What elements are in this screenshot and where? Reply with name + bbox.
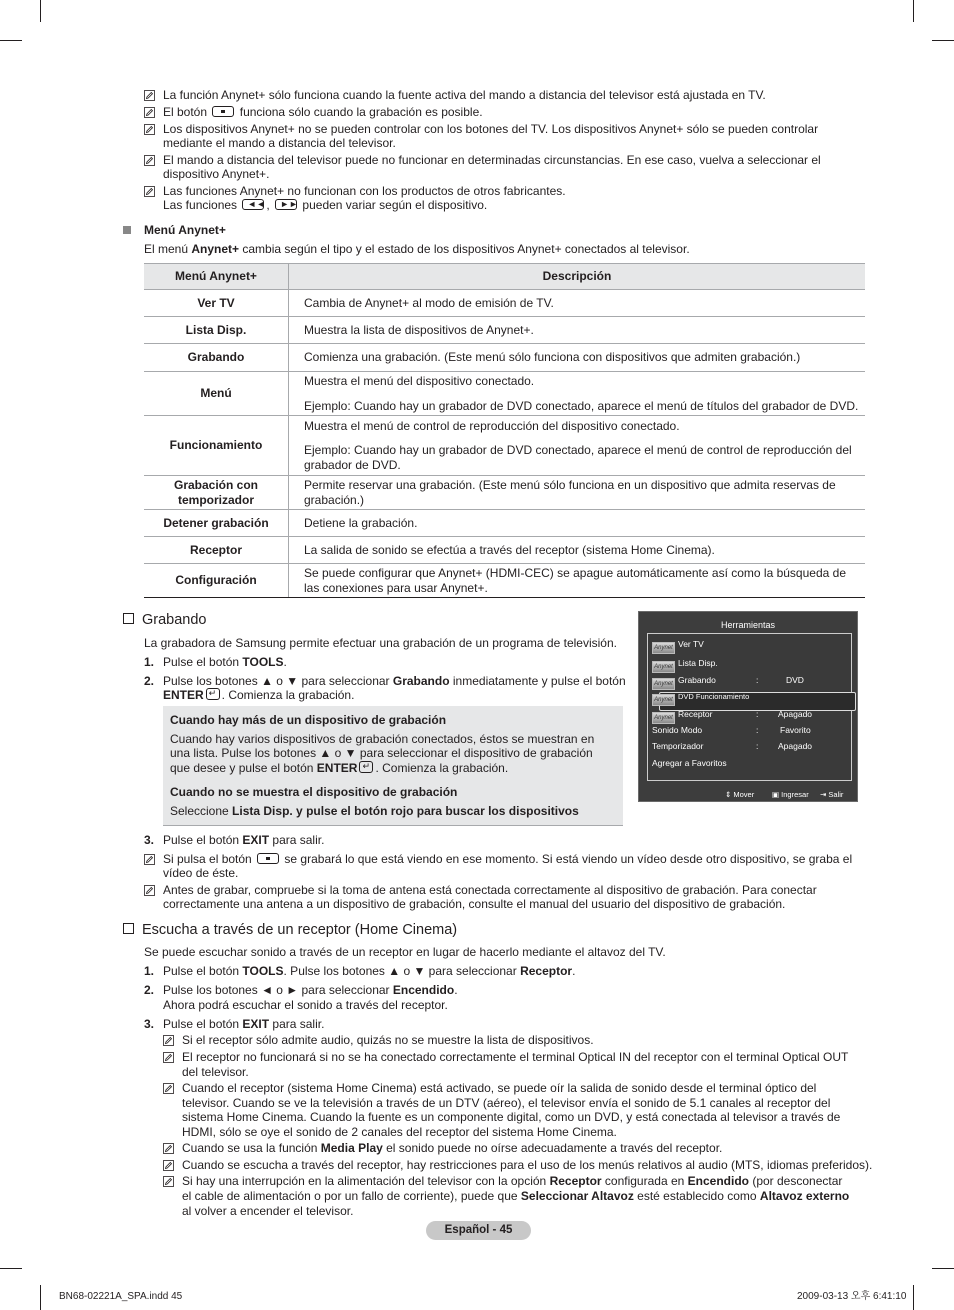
note-icon xyxy=(163,1160,174,1171)
table-cell-desc: Permite reservar una grabación. (Este menú sólo funciona en un dispositivo que admita reservas de grabación.) xyxy=(289,476,866,510)
desc-line: Muestra el menú de control de reproducción del dispositivo conectado. xyxy=(304,418,680,433)
rewind-button-icon: ◄◄ xyxy=(242,199,264,210)
note-part: el sonido puede no oírse adecuadamente a través del receptor. xyxy=(382,1141,723,1155)
anynet-logo-icon: Anynet xyxy=(652,678,675,690)
note-text: del televisor. xyxy=(182,1065,249,1079)
osd-item-label: Agregar a Favoritos xyxy=(652,758,727,768)
table-cell-desc xyxy=(289,372,866,416)
box-part: Seleccione xyxy=(170,804,233,818)
note-part: Si pulsa el botón xyxy=(163,852,252,866)
note-text: La función Anynet+ sólo funciona cuando la fuente activa del mando a distancia del televisor está ajustada en TV. xyxy=(163,88,766,102)
osd-item-value: DVD xyxy=(786,675,804,685)
crop-mark xyxy=(0,1268,22,1269)
info-box-heading: Cuando hay más de un dispositivo de grabación xyxy=(170,713,447,727)
note-text: mediante el mando a distancia del televisor. xyxy=(163,136,396,150)
osd-item-label: Grabando xyxy=(678,675,716,685)
step-part: EXIT xyxy=(242,833,270,847)
osd-menu-item-sonido-modo[interactable] xyxy=(652,723,847,737)
osd-menu-item-dvd-funcionamiento[interactable] xyxy=(652,690,749,704)
note-icon xyxy=(163,1143,174,1154)
osd-item-label: DVD Funcionamiento xyxy=(678,692,750,701)
table-row xyxy=(144,537,865,564)
note-text: al volver a encender el televisor. xyxy=(182,1204,354,1218)
menu-section-title: Menú Anynet+ xyxy=(144,223,226,237)
step-part: TOOLS xyxy=(242,655,284,669)
step-part: Pulse los botones ◄ o ► para seleccionar xyxy=(163,983,393,997)
note-part: (por desconectar xyxy=(748,1174,843,1188)
crop-mark xyxy=(0,40,22,41)
crop-mark xyxy=(932,1268,954,1269)
table-cell-name: Receptor xyxy=(144,537,289,564)
step-text xyxy=(163,655,287,670)
table-row xyxy=(144,372,865,416)
note-icon xyxy=(144,854,155,865)
note-part: el cable de alimentación o por un fallo de corriente), puede que xyxy=(182,1189,521,1203)
box-part: ENTER xyxy=(316,761,358,775)
step-part: . xyxy=(283,655,287,669)
record-button-icon xyxy=(257,853,279,864)
osd-menu-item-grabando[interactable] xyxy=(652,673,847,687)
note-icon xyxy=(144,186,155,197)
enter-icon: ↵ xyxy=(206,688,220,700)
table-cell-desc: Comienza una grabación. (Este menú sólo funciona con dispositivos que admiten grabación.) xyxy=(289,344,866,372)
osd-item-sep: : xyxy=(756,741,759,751)
info-box-heading: Cuando no se muestra el dispositivo de grabación xyxy=(170,785,458,799)
osd-foot-label: Salir xyxy=(828,790,844,799)
osd-menu-item-receptor[interactable] xyxy=(652,707,847,721)
step-part: inmediatamente y pulse el botón xyxy=(449,674,626,688)
info-box xyxy=(163,706,623,826)
note-text: Antes de grabar, compruebe si la toma de antena está conectada correctamente al dispositivo de grabación. Para conectar xyxy=(163,883,817,897)
step-part: . xyxy=(572,964,576,978)
note-part: se grabará lo que está viendo en ese momento. Si está viendo un vídeo desde otro dispositivo, se graba el xyxy=(284,852,853,866)
table-cell-desc xyxy=(289,416,866,476)
note-text xyxy=(163,105,483,120)
table-cell-name: Configuración xyxy=(144,564,289,598)
step-text xyxy=(163,964,575,979)
note-text: dispositivo Anynet+. xyxy=(163,167,270,181)
note-part: esté establecido como xyxy=(633,1189,760,1203)
step-part: EXIT xyxy=(242,1017,270,1031)
table-cell-name: Ver TV xyxy=(144,290,289,317)
step-part: . Comienza la grabación. xyxy=(221,688,355,702)
step-part: Pulse el botón xyxy=(163,1017,243,1031)
record-button-icon xyxy=(212,106,234,117)
desc-line: Muestra el menú del dispositivo conectado. xyxy=(304,374,535,388)
box-part: . Comienza la grabación. xyxy=(375,761,509,775)
step-text xyxy=(163,1017,324,1032)
step-part: TOOLS xyxy=(242,964,284,978)
intro-part: cambia según el tipo y el estado de los dispositivos Anynet+ conectados al televisor. xyxy=(239,242,690,256)
enter-icon: ↵ xyxy=(359,761,373,773)
note-text: El receptor no funcionará si no se ha conectado correctamente el terminal Optical IN del receptor con el terminal Optical OUT xyxy=(182,1050,849,1064)
step-text xyxy=(163,688,354,703)
step-text: Ahora podrá escuchar el sonido a través del receptor. xyxy=(163,998,448,1012)
crop-mark xyxy=(932,40,954,41)
note-icon xyxy=(163,1176,174,1187)
note-text: televisor. Cuando se ve la televisión a través de un DTV (aéreo), el televisor envía el sonido de 5.1 canales al receptor del xyxy=(182,1096,831,1110)
note-text: Los dispositivos Anynet+ no se pueden controlar con los botones del TV. Los dispositivos Anynet+ sólo se pueden controlar xyxy=(163,122,819,136)
table-cell-desc: La salida de sonido se efectúa a través del receptor (sistema Home Cinema). xyxy=(289,537,866,564)
note-text xyxy=(182,1141,722,1156)
table-row xyxy=(144,564,865,598)
osd-item-sep: : xyxy=(756,709,759,719)
osd-foot-label: Ingresar xyxy=(781,790,809,799)
note-text: sistema Home Cinema. Cuando la fuente es un componente digital, como un DVD, y está conectada al televisor a través de xyxy=(182,1110,841,1124)
osd-title: Herramientas xyxy=(720,620,776,630)
note-text: Cuando el receptor (sistema Home Cinema) está activado, se puede oír la salida de sonido desde el terminal óptico del xyxy=(182,1081,817,1095)
osd-menu-item-ver-tv[interactable] xyxy=(652,637,704,651)
desc-line: Ejemplo: Cuando hay un grabador de DVD conectado, aparece el menú de control de reproducción del grabador de DVD. xyxy=(304,443,852,472)
note-icon xyxy=(144,107,155,118)
osd-item-label: Sonido Modo xyxy=(652,725,703,735)
grabando-title xyxy=(123,613,207,628)
move-arrows-icon: ⇕ xyxy=(725,790,734,799)
step-part: ENTER xyxy=(163,688,204,702)
osd-foot-enter xyxy=(772,788,809,803)
footer-file-info: BN68-02221A_SPA.indd 45 xyxy=(59,1291,183,1302)
crop-mark xyxy=(913,1285,914,1310)
note-icon xyxy=(163,1035,174,1046)
note-part: Cuando se usa la función xyxy=(182,1141,321,1155)
osd-item-label: Temporizador xyxy=(652,741,704,751)
note-text-part: pueden variar según el dispositivo. xyxy=(302,198,488,212)
step-text xyxy=(163,983,458,998)
note-text: Las funciones ◄◄ , ►► pueden variar según el dispositivo. xyxy=(163,198,488,212)
note-part: Si hay una interrupción en la alimentación del televisor con la opción xyxy=(182,1174,550,1188)
table-row xyxy=(144,344,865,372)
note-text xyxy=(163,852,852,867)
box-part: Lista Disp. y pulse el botón rojo para buscar los dispositivos xyxy=(232,804,579,818)
note-text-part: El botón xyxy=(163,105,208,119)
box-part: que desee y pulse el botón xyxy=(170,761,317,775)
osd-item-label: Lista Disp. xyxy=(678,658,718,668)
step-number: 1. xyxy=(144,964,155,978)
step-part: Receptor xyxy=(520,964,573,978)
table-row xyxy=(144,416,865,476)
step-text xyxy=(163,833,324,848)
step-number: 3. xyxy=(144,833,155,847)
section-bullet-icon xyxy=(123,226,131,234)
crop-mark xyxy=(40,1285,41,1310)
step-part: Encendido xyxy=(392,983,455,997)
note-part: configurada en xyxy=(601,1174,688,1188)
note-part: Encendido xyxy=(687,1174,749,1188)
note-text: vídeo de éste. xyxy=(163,866,239,880)
desc-line: Ejemplo: Cuando hay un grabador de DVD conectado, aparece el menú de títulos del grabador de DVD. xyxy=(304,398,859,413)
note-icon xyxy=(163,1052,174,1063)
note-text: HDMI, sólo se oye el sonido de 2 canales del receptor del sistema Home Cinema. xyxy=(182,1125,617,1139)
anynet-logo-icon: Anynet xyxy=(652,661,675,673)
receptor-title xyxy=(123,923,457,938)
note-part: Media Play xyxy=(320,1141,383,1155)
step-number: 2. xyxy=(144,983,155,997)
table-row xyxy=(144,476,865,510)
step-part: Pulse el botón xyxy=(163,964,243,978)
table-row xyxy=(144,317,865,344)
osd-menu-item-agregar-favoritos[interactable] xyxy=(652,756,727,770)
note-icon xyxy=(144,155,155,166)
intro-part: El menú xyxy=(144,242,192,256)
osd-menu-item-lista-disp[interactable] xyxy=(652,656,718,670)
anynet-logo-icon: Anynet xyxy=(652,694,675,706)
osd-menu-item-temporizador[interactable] xyxy=(652,739,847,753)
note-text xyxy=(182,1189,849,1204)
osd-menu-frame xyxy=(647,633,852,781)
table-cell-name: Detener grabación xyxy=(144,510,289,537)
note-text: Las funciones Anynet+ no funcionan con los productos de otros fabricantes. xyxy=(163,184,566,198)
grabando-intro: La grabadora de Samsung permite efectuar una grabación de un programa de televisión. xyxy=(144,636,617,650)
table-cell-desc: Cambia de Anynet+ al modo de emisión de TV. xyxy=(289,290,866,317)
table-header-row xyxy=(144,264,865,290)
section-checkbox-icon xyxy=(123,923,134,934)
step-part: para salir. xyxy=(269,833,325,847)
osd-item-sep: : xyxy=(756,725,759,735)
step-part: . xyxy=(454,983,458,997)
table-header-cell: Descripción xyxy=(289,264,866,290)
step-number: 1. xyxy=(144,655,155,669)
crop-mark xyxy=(913,0,914,22)
info-box-line: Cuando hay varios dispositivos de grabación conectados, éstos se muestran en xyxy=(170,732,595,746)
osd-foot-label: Mover xyxy=(733,790,755,799)
note-part: Altavoz externo xyxy=(759,1189,850,1203)
anynet-logo-icon: Anynet xyxy=(652,712,675,724)
table-cell-name: Menú xyxy=(144,372,289,416)
note-text-part: Las funciones xyxy=(163,198,238,212)
step-part: para salir. xyxy=(269,1017,325,1031)
note-icon xyxy=(144,124,155,135)
step-part: Pulse los botones ▲ o ▼ para seleccionar xyxy=(163,674,393,688)
anynet-menu-table xyxy=(144,263,865,598)
section-checkbox-icon xyxy=(123,613,134,624)
table-row xyxy=(144,290,865,317)
step-number: 3. xyxy=(144,1017,155,1031)
crop-mark xyxy=(40,0,41,22)
note-icon xyxy=(163,1083,174,1094)
forward-button-icon: ►► xyxy=(275,199,297,210)
note-text-part: funciona sólo cuando la grabación es posible. xyxy=(239,105,483,119)
osd-foot-move xyxy=(725,788,754,803)
osd-item-sep: : xyxy=(756,675,759,685)
note-part: Seleccionar Altavoz xyxy=(520,1189,634,1203)
table-cell-desc: Se puede configurar que Anynet+ (HDMI-CEC) se apague automáticamente así como la búsqueda de las conexiones para usar Anynet+. xyxy=(289,564,866,598)
table-cell-name: Grabando xyxy=(144,344,289,372)
step-part: Pulse el botón xyxy=(163,655,243,669)
info-box-line xyxy=(170,804,579,819)
osd-item-value: Favorito xyxy=(780,725,811,735)
intro-part: Anynet+ xyxy=(191,242,240,256)
table-cell-name: Grabación con temporizador xyxy=(144,476,289,510)
osd-item-value: Apagado xyxy=(778,709,813,719)
receptor-intro: Se puede escuchar sonido a través de un receptor en lugar de hacerlo mediante el altavoz del TV. xyxy=(144,945,666,959)
info-box-line xyxy=(170,761,508,776)
note-text: El mando a distancia del televisor puede no funcionar en determinadas circunstancias. En ese caso, vuelva a seleccionar el xyxy=(163,153,821,167)
note-text xyxy=(182,1174,842,1189)
step-part: Pulse el botón xyxy=(163,833,243,847)
table-cell-desc: Muestra la lista de dispositivos de Anynet+. xyxy=(289,317,866,344)
step-part: . Pulse los botones ▲ o ▼ para seleccionar xyxy=(283,964,521,978)
table-cell-name: Lista Disp. xyxy=(144,317,289,344)
section-title-text: Escucha a través de un receptor (Home Cinema) xyxy=(142,922,458,938)
anynet-logo-icon: Anynet xyxy=(652,642,675,654)
note-icon xyxy=(144,885,155,896)
table-row xyxy=(144,510,865,537)
osd-item-label: Ver TV xyxy=(678,639,704,649)
menu-section-intro xyxy=(144,242,690,257)
osd-item-value: Apagado xyxy=(778,741,813,751)
tools-osd-panel xyxy=(638,611,858,802)
table-header-cell: Menú Anynet+ xyxy=(144,264,289,290)
note-text: Cuando se escucha a través del receptor, hay restricciones para el uso de los menús relativos al audio (MTS, idiomas preferidos). xyxy=(182,1158,873,1172)
step-number: 2. xyxy=(144,674,155,688)
note-icon xyxy=(144,90,155,101)
footer-timestamp: 2009-03-13 오후 6:41:10 xyxy=(797,1291,907,1302)
note-part: Receptor xyxy=(549,1174,602,1188)
osd-item-label: Receptor xyxy=(678,709,713,719)
osd-foot-exit xyxy=(820,788,843,803)
table-cell-name: Funcionamiento xyxy=(144,416,289,476)
step-part: Grabando xyxy=(392,674,450,688)
section-title-text: Grabando xyxy=(142,612,207,628)
note-text: Si el receptor sólo admite audio, quizás no se muestre la lista de dispositivos. xyxy=(182,1033,594,1047)
table-cell-desc: Detiene la grabación. xyxy=(289,510,866,537)
exit-icon: ⇥ xyxy=(820,790,829,799)
page-number-badge: Español - 45 xyxy=(426,1221,531,1240)
enter-icon: ▣ xyxy=(772,790,782,799)
info-box-line: una lista. Pulse los botones ▲ o ▼ para seleccionar el dispositivo de grabación xyxy=(170,746,593,760)
note-text: correctamente una antena a un dispositivo de grabación, consulte el manual del usuario del dispositivo de grabación. xyxy=(163,897,786,911)
step-text xyxy=(163,674,626,689)
